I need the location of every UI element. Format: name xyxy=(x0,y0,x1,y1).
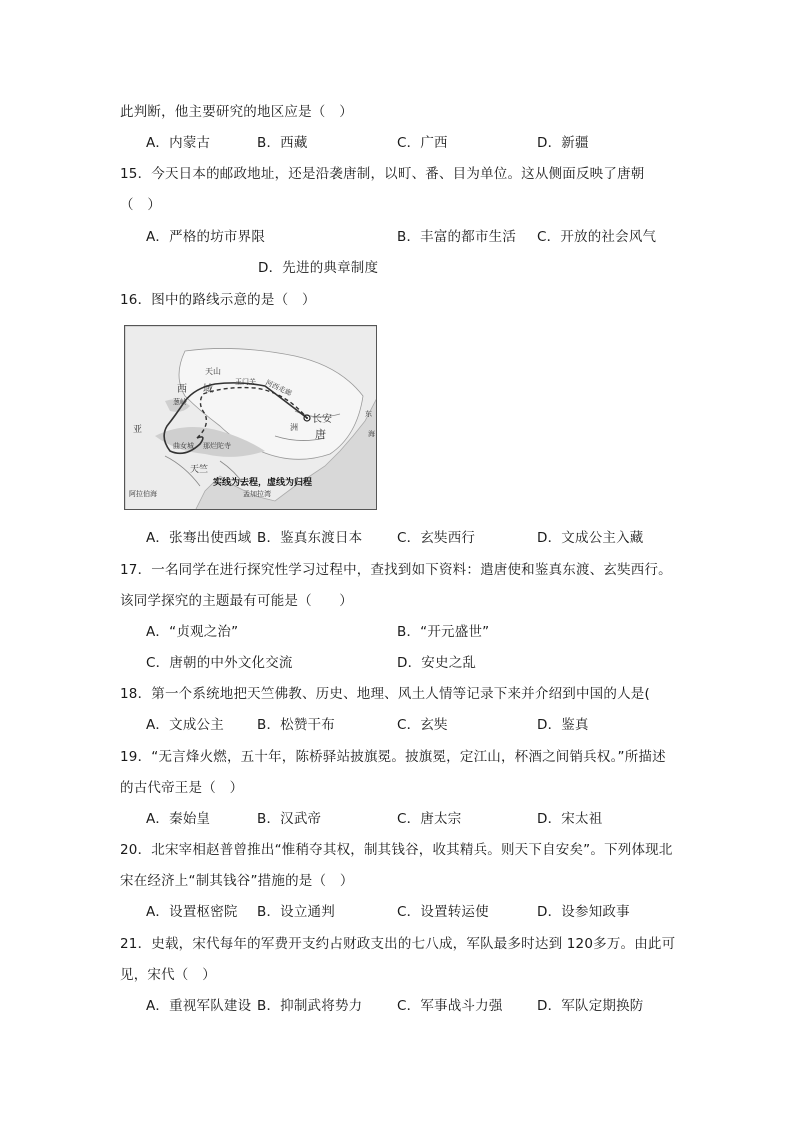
q14-option-a[interactable]: A．内蒙古 xyxy=(146,135,211,151)
q19-option-b[interactable]: B．汉武帝 xyxy=(257,811,322,827)
q17-option-a[interactable]: A．“贞观之治” xyxy=(146,624,239,640)
q20-stem: 20．北宋宰相赵普曾推出“惟稍夺其权，制其钱谷，收其精兵。则天下自安矣”。下列体现北 xyxy=(120,842,673,858)
map-label-hai: 海 xyxy=(368,430,375,438)
q17-options-row2 xyxy=(0,653,794,673)
map-label-xiyu: 西域 xyxy=(177,384,229,395)
map-label-nalanda: 那烂陀寺 xyxy=(203,442,231,450)
q17-options-row1 xyxy=(0,622,794,642)
q15-option-c[interactable]: C．开放的社会风气 xyxy=(537,229,657,245)
map-label-qunvguo: 曲女城 xyxy=(173,442,194,450)
map-label-alabo: 阿拉伯海 xyxy=(129,490,157,498)
q18-option-b[interactable]: B．松赞干布 xyxy=(257,717,335,733)
q14-options xyxy=(0,133,794,153)
q21-option-d[interactable]: D．军队定期换防 xyxy=(537,998,644,1014)
q20-option-c[interactable]: C．设置转运使 xyxy=(397,904,489,920)
q19-stem-line2: 的古代帝王是（ ） xyxy=(120,780,244,796)
q15-option-b[interactable]: B．丰富的都市生活 xyxy=(397,229,517,245)
q19-stem: 19．“无言烽火燃，五十年，陈桥驿站披旗冕。披旗冕，定江山，杯酒之间销兵权。”所描述 xyxy=(120,749,666,765)
q18-option-d[interactable]: D．鉴真 xyxy=(537,717,589,733)
q20-stem-line2: 宋在经济上“制其钱谷”措施的是（ ） xyxy=(120,873,354,889)
map-label-changan: 长安 xyxy=(312,414,332,425)
map-label-tianshan: 天山 xyxy=(205,367,221,376)
q15-option-a[interactable]: A．严格的坊市界限 xyxy=(146,229,266,245)
q21-options xyxy=(0,996,794,1016)
q19-options xyxy=(0,809,794,829)
q20-option-d[interactable]: D．设参知政事 xyxy=(537,904,630,920)
q16-option-d[interactable]: D．文成公主入藏 xyxy=(537,530,644,546)
map-label-hexi: 河西走廊 xyxy=(264,378,293,398)
q17-stem: 17．一名同学在进行探究性学习过程中，查找到如下资料：遣唐使和鉴真东渡、玄奘西行。 xyxy=(120,562,672,578)
q16-option-a[interactable]: A．张骞出使西域 xyxy=(146,530,252,546)
q19-option-d[interactable]: D．宋太祖 xyxy=(537,811,603,827)
xuanzang-route-map xyxy=(124,325,377,510)
q18-option-c[interactable]: C．玄奘 xyxy=(397,717,448,733)
q14-option-c[interactable]: C．广西 xyxy=(397,135,448,151)
map-label-ya: 亚 xyxy=(133,425,143,435)
q17-stem-line2: 该同学探究的主题最有可能是（ ） xyxy=(120,593,353,609)
q18-options xyxy=(0,715,794,735)
q15-options xyxy=(0,227,794,247)
map-label-congling: 葱岭 xyxy=(173,398,187,406)
q21-stem: 21．史载，宋代每年的军费开支约占财政支出的七八成，军队最多时达到 120多万。由此可 xyxy=(120,936,676,952)
q21-option-a[interactable]: A．重视军队建设 xyxy=(146,998,252,1014)
q21-option-b[interactable]: B．抑制武将势力 xyxy=(257,998,363,1014)
q16-option-b[interactable]: B．鉴真东渡日本 xyxy=(257,530,363,546)
map-legend: 实线为去程，虚线为归程 xyxy=(213,478,313,488)
q20-option-b[interactable]: B．设立通判 xyxy=(257,904,335,920)
q21-option-c[interactable]: C．军事战斗力强 xyxy=(397,998,503,1014)
map-label-tianzhu: 天竺 xyxy=(190,465,209,475)
map-label-zhou: 洲 xyxy=(290,423,298,432)
q20-options xyxy=(0,902,794,922)
q14-stem-tail: 此判断，他主要研究的地区应是（ ） xyxy=(120,104,353,120)
q19-option-a[interactable]: A．秦始皇 xyxy=(146,811,211,827)
q17-option-d[interactable]: D．安史之乱 xyxy=(397,655,477,671)
map-label-dong: 东 xyxy=(365,410,372,418)
map-label-tang: 唐 xyxy=(315,428,326,441)
map-label-yumenguan: 玉门关 xyxy=(235,378,256,386)
q16-option-c[interactable]: C．玄奘西行 xyxy=(397,530,476,546)
q14-option-d[interactable]: D．新疆 xyxy=(537,135,589,151)
q18-stem: 18．第一个系统地把天竺佛教、历史、地理、风土人情等记录下来并介绍到中国的人是( xyxy=(120,686,650,702)
q17-option-c[interactable]: C．唐朝的中外文化交流 xyxy=(146,655,293,671)
q16-stem: 16．图中的路线示意的是（ ） xyxy=(120,292,316,308)
q19-option-c[interactable]: C．唐太宗 xyxy=(397,811,462,827)
q15-stem: 15．今天日本的邮政地址，还是沿袭唐制，以町、番、目为单位。这从侧面反映了唐朝 xyxy=(120,166,645,182)
q16-options xyxy=(0,528,794,548)
q15-option-d[interactable]: D．先进的典章制度 xyxy=(258,260,379,276)
q15-options-row2 xyxy=(0,258,794,278)
map-label-mengjiala: 孟加拉湾 xyxy=(243,490,271,498)
q21-stem-line2: 见，宋代（ ） xyxy=(120,967,216,983)
q18-option-a[interactable]: A．文成公主 xyxy=(146,717,224,733)
q15-stem-bracket: （ ） xyxy=(120,197,162,213)
q17-option-b[interactable]: B．“开元盛世” xyxy=(397,624,490,640)
q20-option-a[interactable]: A．设置枢密院 xyxy=(146,904,238,920)
q14-option-b[interactable]: B．西藏 xyxy=(257,135,308,151)
